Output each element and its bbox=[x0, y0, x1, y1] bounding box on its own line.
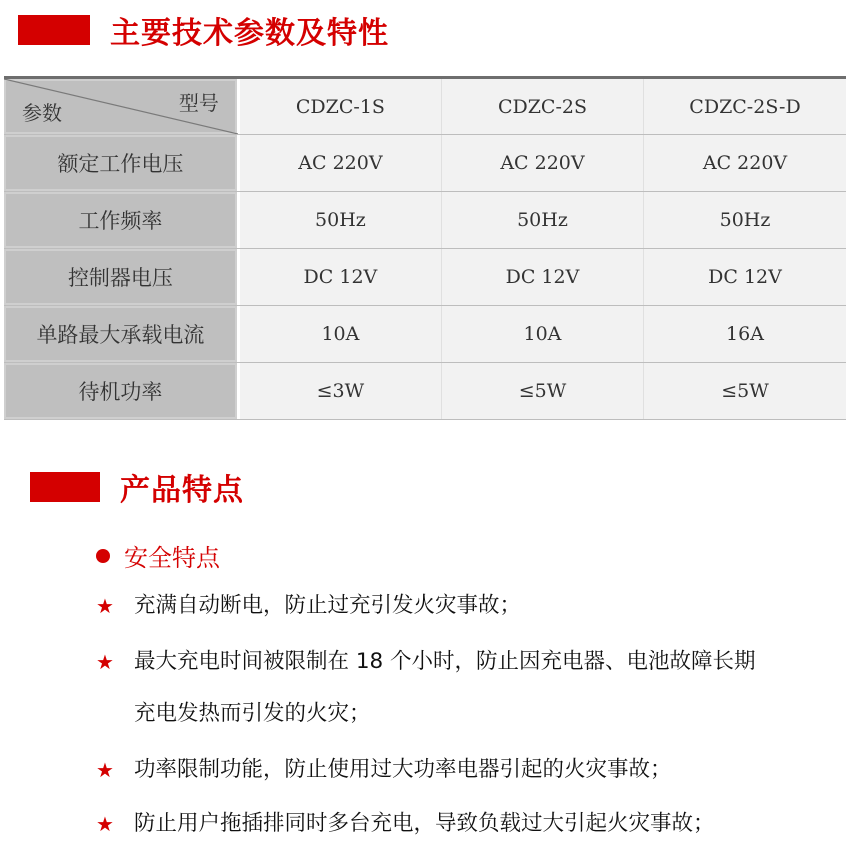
row-label: 单路最大承载电流 bbox=[4, 306, 240, 362]
table-cell: DC 12V bbox=[644, 249, 846, 305]
star-icon: ★ bbox=[96, 650, 114, 674]
row-label: 额定工作电压 bbox=[4, 135, 240, 191]
feature-text: 充电发热而引发的火灾； bbox=[134, 701, 371, 726]
model-header: CDZC-1S bbox=[240, 79, 442, 134]
feature-text: 最大充电时间被限制在 18 个小时，防止因充电器、电池故障长期 bbox=[134, 649, 756, 674]
feature-subtitle bbox=[96, 538, 220, 573]
row-label: 待机功率 bbox=[4, 363, 240, 419]
table-cell: 10A bbox=[442, 306, 644, 362]
section-header-features bbox=[30, 465, 244, 509]
table-row bbox=[4, 249, 846, 306]
table-cell: ≤3W bbox=[240, 363, 442, 419]
feature-subtitle-text: 安全特点 bbox=[124, 544, 220, 572]
feature-text: 充满自动断电，防止过充引发火灾事故； bbox=[134, 593, 522, 618]
section-header-specs bbox=[18, 8, 389, 52]
feature-item bbox=[96, 636, 836, 688]
table-header-row bbox=[4, 79, 846, 135]
table-row bbox=[4, 135, 846, 192]
table-corner-cell bbox=[4, 79, 240, 134]
feature-item-continuation bbox=[96, 688, 836, 740]
table-cell: DC 12V bbox=[240, 249, 442, 305]
table-cell: ≤5W bbox=[442, 363, 644, 419]
table-cell: 50Hz bbox=[644, 192, 846, 248]
section-marker-bar bbox=[30, 472, 100, 502]
spec-table bbox=[4, 76, 846, 420]
section-marker-bar bbox=[18, 15, 90, 45]
table-row bbox=[4, 363, 846, 420]
feature-item bbox=[96, 580, 836, 632]
feature-text: 功率限制功能，防止使用过大功率电器引起的火灾事故； bbox=[134, 757, 672, 782]
model-header: CDZC-2S bbox=[442, 79, 644, 134]
table-cell: 50Hz bbox=[442, 192, 644, 248]
star-icon: ★ bbox=[96, 594, 114, 618]
table-row bbox=[4, 306, 846, 363]
model-header: CDZC-2S-D bbox=[644, 79, 846, 134]
feature-item bbox=[96, 744, 836, 796]
row-label: 工作频率 bbox=[4, 192, 240, 248]
table-cell: AC 220V bbox=[442, 135, 644, 191]
table-cell: 10A bbox=[240, 306, 442, 362]
param-label: 参数 bbox=[22, 101, 62, 125]
feature-text: 防止用户拖插排同时多台充电，导致负载过大引起火灾事故； bbox=[134, 811, 715, 836]
table-cell: AC 220V bbox=[644, 135, 846, 191]
star-icon: ★ bbox=[96, 812, 114, 836]
table-cell: ≤5W bbox=[644, 363, 846, 419]
table-cell: DC 12V bbox=[442, 249, 644, 305]
table-cell: 16A bbox=[644, 306, 846, 362]
star-icon: ★ bbox=[96, 758, 114, 782]
section-title-features: 产品特点 bbox=[120, 473, 244, 508]
row-label: 控制器电压 bbox=[4, 249, 240, 305]
model-label: 型号 bbox=[178, 91, 219, 115]
table-cell: AC 220V bbox=[240, 135, 442, 191]
bullet-dot-icon bbox=[96, 549, 110, 563]
table-cell: 50Hz bbox=[240, 192, 442, 248]
section-title-specs: 主要技术参数及特性 bbox=[110, 16, 389, 51]
table-row bbox=[4, 192, 846, 249]
feature-item bbox=[96, 798, 836, 850]
